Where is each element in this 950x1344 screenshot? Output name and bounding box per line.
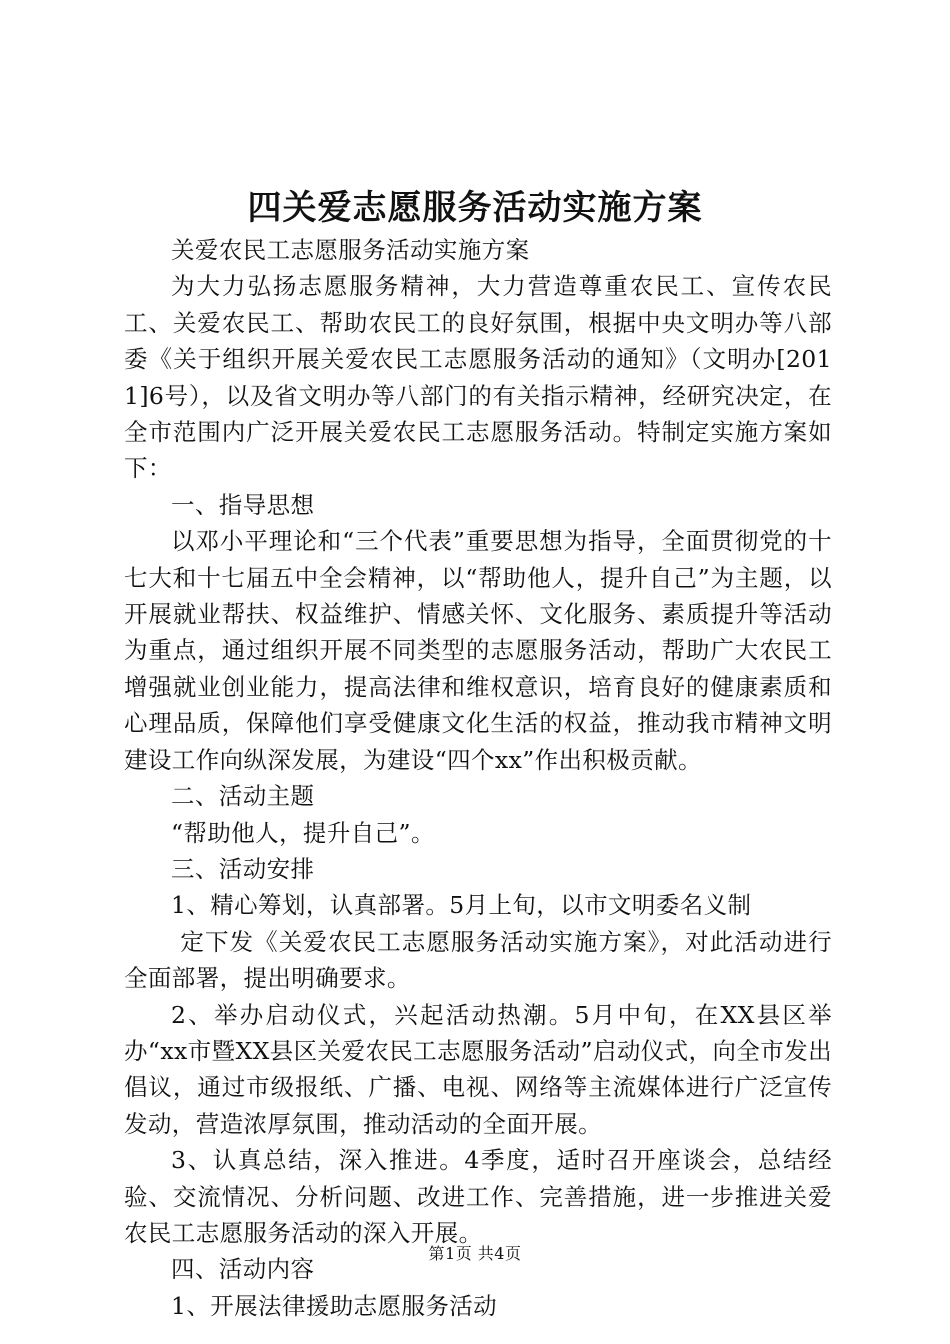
paragraph-guiding-ideology: 以邓小平理论和“三个代表”重要思想为指导，全面贯彻党的十七大和十七届五中全会精神，以“帮助他人，提升自己”为主题，以开展就业帮扶、权益维护、情感关怀、文化服务、素质提升等活动为重点，通过组织开展不同类型的志愿服务活动，帮助广大农民工增强就业创业能力，提高法律和维权意识，培育良好的健康素质和心理品质，保障他们享受健康文化生活的权益，推动我市精神文明建设工作向纵深发展，为建设“四个xx”作出积极贡献。 bbox=[124, 527, 832, 774]
paragraph-activity-theme: “帮助他人，提升自己”。 bbox=[171, 818, 435, 847]
heading-activity-theme: 二、活动主题 bbox=[171, 782, 315, 811]
page-footer: 第1页 共4页 bbox=[428, 1244, 522, 1263]
paragraph-arrangement-3: 3、认真总结，深入推进。4季度，适时召开座谈会，总结经验、交流情况、分析问题、改进工作、完善措施，进一步推进关爱农民工志愿服务活动的深入开展。 bbox=[124, 1146, 832, 1247]
paragraph-intro: 为大力弘扬志愿服务精神，大力营造尊重农民工、宣传农民工、关爱农民工、帮助农民工的良好氛围，根据中央文明办等八部委《关于组织开展关爱农民工志愿服务活动的通知》（文明办[2011]6号），以及省文明办等八部门的有关指示精神，经研究决定，在全市范围内广泛开展关爱农民工志愿服务活动。特制定实施方案如下： bbox=[124, 272, 832, 483]
paragraph-arrangement-2: 2、举办启动仪式，兴起活动热潮。5月中旬，在XX县区举办“xx市暨XX县区关爱农民工志愿服务活动”启动仪式，向全市发出倡议，通过市级报纸、广播、电视、网络等主流媒体进行广泛宣传发动，营造浓厚氛围，推动活动的全面开展。 bbox=[124, 1000, 832, 1138]
heading-guiding-ideology: 一、指导思想 bbox=[171, 490, 315, 519]
paragraph-arrangement-1-cont: 定下发《关爱农民工志愿服务活动实施方案》，对此活动进行全面部署，提出明确要求。 bbox=[124, 927, 832, 993]
document-body bbox=[124, 232, 832, 1324]
paragraph-arrangement-1: 1、精心筹划，认真部署。5月上旬，以市文明委名义制 bbox=[171, 891, 752, 920]
document-title: 四关爱志愿服务活动实施方案 bbox=[247, 188, 703, 228]
heading-activity-content: 四、活动内容 bbox=[171, 1255, 315, 1284]
heading-activity-arrangement: 三、活动安排 bbox=[171, 854, 315, 883]
paragraph-content-1: 1、开展法律援助志愿服务活动 bbox=[171, 1291, 498, 1320]
paragraph-subtitle: 关爱农民工志愿服务活动实施方案 bbox=[171, 236, 530, 264]
